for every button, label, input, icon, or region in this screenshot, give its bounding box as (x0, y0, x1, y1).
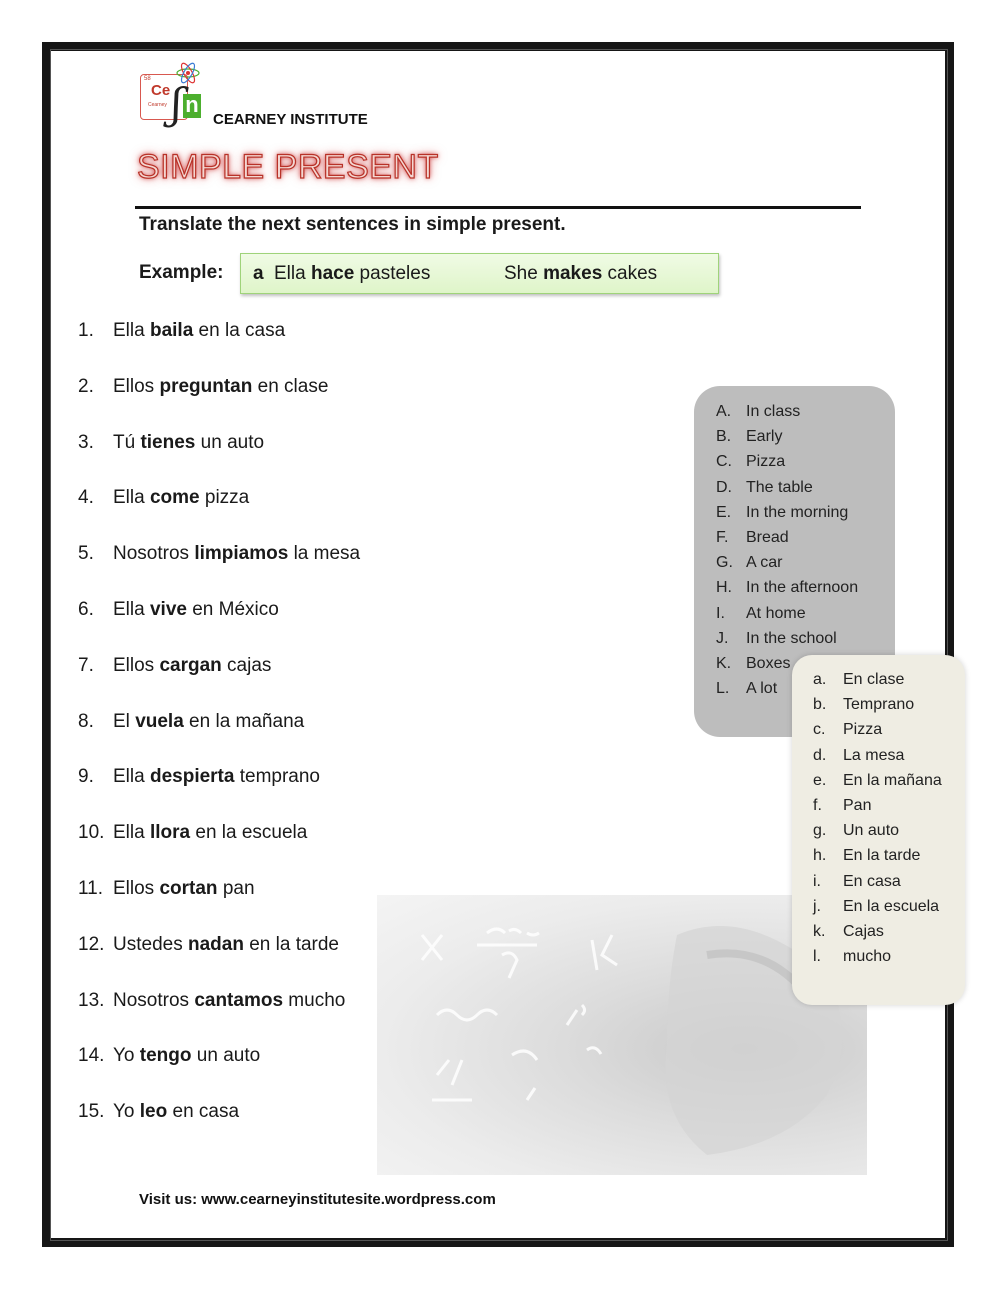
option-text: Cajas (843, 923, 884, 940)
spanish-option (813, 847, 920, 865)
sentence-post: en México (186, 599, 279, 620)
sentence-post: temprano (234, 766, 320, 788)
title-divider (135, 206, 861, 209)
option-text: Pan (843, 797, 872, 814)
example-spanish-post: pasteles (354, 263, 431, 284)
spanish-option (813, 923, 884, 941)
spanish-option (813, 822, 899, 840)
sentence-number: 15. (78, 1101, 105, 1123)
option-letter: E. (716, 503, 732, 521)
option-letter: c. (813, 721, 826, 739)
option-text: At home (746, 604, 806, 622)
sentence-number: 9. (78, 766, 94, 788)
institute-logo (139, 66, 205, 126)
option-text: In class (746, 403, 801, 420)
option-letter: g. (813, 822, 827, 840)
option-letter: h. (813, 847, 827, 865)
example-spanish-verb: hace (310, 263, 355, 284)
spanish-option (813, 671, 904, 689)
sentence-item (78, 376, 328, 398)
sentence-verb: nadan (187, 933, 244, 955)
institute-name: CEARNEY INSTITUTE (213, 111, 368, 128)
option-letter: l. (813, 948, 821, 966)
english-option (716, 579, 858, 597)
logo-ce-text: Ce (151, 82, 171, 99)
logo-n-letter: n (183, 94, 201, 118)
sentence-number: 14. (78, 1045, 105, 1067)
english-option (716, 453, 785, 471)
english-option (716, 680, 777, 698)
option-letter: D. (716, 478, 732, 496)
sentence-number: 5. (78, 543, 94, 565)
example-spanish (274, 263, 430, 285)
sentence-verb: come (149, 487, 200, 509)
sentence-item (78, 1045, 260, 1067)
option-letter: A. (716, 403, 732, 420)
sentence-item (78, 822, 307, 844)
sentence-verb: cargan (159, 654, 222, 676)
option-text: En la tarde (843, 847, 921, 865)
sentence-number: 11. (78, 878, 104, 899)
sentence-pre: Yo (113, 1045, 140, 1067)
option-letter: G. (716, 554, 733, 572)
sentence-verb: llora (149, 822, 191, 844)
sentence-item (78, 655, 271, 677)
footer-website: Visit us: www.cearneyinstitutesite.wordpress.com (139, 1191, 496, 1208)
sentence-post: mucho (283, 989, 346, 1011)
sentence-pre: Ellos (113, 375, 160, 397)
sentence-item (78, 990, 345, 1012)
option-text: Early (746, 428, 783, 446)
sentence-number: 4. (78, 487, 94, 509)
sentence-number: 3. (78, 431, 94, 453)
option-letter: H. (716, 579, 732, 597)
sentence-number: 8. (78, 710, 94, 732)
option-text: A lot (746, 680, 778, 698)
option-text: Pizza (843, 721, 883, 739)
option-letter: B. (716, 428, 732, 446)
sentence-pre: El (113, 710, 136, 732)
option-text: Pizza (746, 453, 786, 471)
option-text: La mesa (843, 746, 905, 764)
sentence-number: 2. (78, 375, 94, 397)
sentence-post: en la mañana (183, 710, 305, 732)
sentence-verb: vive (149, 599, 187, 620)
option-letter: f. (813, 797, 822, 814)
sentence-post: en la tarde (243, 933, 340, 955)
sentence-pre: Ustedes (113, 933, 188, 955)
example-english (504, 263, 657, 285)
option-letter: b. (813, 696, 827, 714)
option-letter: k. (813, 923, 826, 940)
option-letter: i. (813, 872, 821, 890)
example-letter: a (253, 263, 264, 284)
option-text: In the morning (746, 503, 849, 521)
option-text: mucho (843, 948, 892, 966)
option-text: The table (746, 478, 813, 496)
option-text: En la escuela (843, 897, 940, 915)
sentence-verb: tienes (140, 431, 196, 453)
sentence-verb: limpiamos (194, 543, 289, 565)
sentence-item (78, 487, 249, 509)
sentence-pre: Yo (113, 1101, 140, 1123)
logo-small-text: Cearney (148, 102, 167, 108)
option-letter: L. (716, 680, 730, 698)
sentence-verb: vuela (135, 710, 184, 732)
example-box (240, 253, 719, 294)
sentence-post: la mesa (288, 543, 361, 565)
sentence-pre: Ella (113, 487, 150, 509)
sentence-verb: leo (139, 1101, 168, 1123)
sentence-pre: Ella (113, 766, 150, 788)
option-text: Bread (746, 529, 789, 546)
sentence-post: en clase (252, 375, 329, 397)
english-option (716, 403, 800, 421)
sentence-item (78, 1101, 239, 1123)
sentence-number: 10. (78, 822, 105, 844)
sentence-item (78, 934, 339, 956)
option-text: In the afternoon (746, 579, 859, 597)
sentence-pre: Ella (113, 320, 150, 341)
page-title: SIMPLE PRESENT (137, 148, 439, 186)
sentence-pre: Ellos (113, 654, 160, 676)
instruction-text: Translate the next sentences in simple present. (139, 214, 566, 235)
english-option (716, 479, 813, 497)
option-text: Un auto (843, 822, 900, 840)
sentence-item (78, 711, 304, 733)
sentence-item (78, 878, 255, 900)
option-text: A car (746, 554, 783, 572)
sentence-post: pan (217, 878, 255, 899)
option-letter: a. (813, 671, 827, 688)
sentence-verb: despierta (149, 766, 235, 788)
option-letter: J. (716, 629, 729, 647)
example-english-verb: makes (543, 263, 603, 284)
sentence-number: 13. (78, 989, 105, 1011)
integral-icon: ʃ (171, 79, 183, 128)
sentence-pre: Ella (113, 822, 150, 844)
spanish-option (813, 721, 882, 739)
sentence-post: en casa (167, 1101, 240, 1123)
sentence-number: 12. (78, 933, 105, 955)
option-letter: F. (716, 529, 729, 546)
example-label: Example: (139, 262, 224, 283)
sentence-post: un auto (195, 431, 265, 453)
spanish-option (813, 948, 891, 966)
option-text: En la mañana (843, 771, 942, 789)
sentence-item (78, 599, 279, 621)
option-letter: j. (813, 897, 821, 915)
sentence-verb: baila (149, 320, 194, 341)
example-spanish-pre: Ella (274, 263, 311, 284)
sentence-pre: Ellos (113, 878, 160, 899)
spanish-option (813, 772, 942, 790)
option-text: En clase (843, 671, 905, 688)
sentence-item (78, 320, 285, 342)
sentence-post: pizza (199, 487, 250, 509)
english-option (716, 605, 806, 623)
sentence-verb: cantamos (194, 989, 284, 1011)
sentence-item (78, 766, 320, 788)
sentence-pre: Nosotros (113, 543, 195, 565)
option-text: En casa (843, 872, 901, 890)
sentence-pre: Tú (113, 431, 141, 453)
spanish-option (813, 747, 904, 765)
sentence-verb: cortan (159, 878, 218, 899)
option-letter: e. (813, 771, 827, 789)
example-english-post: cakes (602, 263, 658, 284)
option-letter: C. (716, 453, 732, 471)
option-letter: K. (716, 655, 732, 672)
sentence-number: 7. (78, 654, 94, 676)
sentence-item (78, 543, 360, 565)
english-option (716, 655, 790, 673)
spanish-option (813, 873, 901, 891)
option-text: Temprano (843, 696, 915, 714)
sentence-post: un auto (191, 1045, 261, 1067)
sentence-verb: tengo (139, 1045, 192, 1067)
english-option (716, 428, 782, 446)
sentence-pre: Nosotros (113, 989, 195, 1011)
sentence-number: 6. (78, 599, 94, 620)
logo-number: 58 (144, 76, 151, 82)
english-option (716, 554, 782, 572)
spanish-option (813, 898, 939, 916)
sentence-verb: preguntan (159, 375, 253, 397)
sentence-post: en la escuela (190, 822, 308, 844)
english-option (716, 504, 848, 522)
option-text: In the school (746, 629, 837, 647)
spanish-option (813, 696, 914, 714)
sentence-post: en la casa (193, 320, 286, 341)
example-english-pre: She (504, 263, 544, 284)
option-letter: I. (716, 604, 725, 622)
option-letter: d. (813, 746, 827, 764)
option-text: Boxes (746, 655, 791, 672)
english-option (716, 630, 837, 648)
spanish-option (813, 797, 871, 815)
english-option (716, 529, 789, 547)
sentence-post: cajas (221, 654, 272, 676)
sentence-item (78, 432, 264, 454)
sentence-pre: Ella (113, 599, 150, 620)
sentence-number: 1. (78, 320, 94, 341)
